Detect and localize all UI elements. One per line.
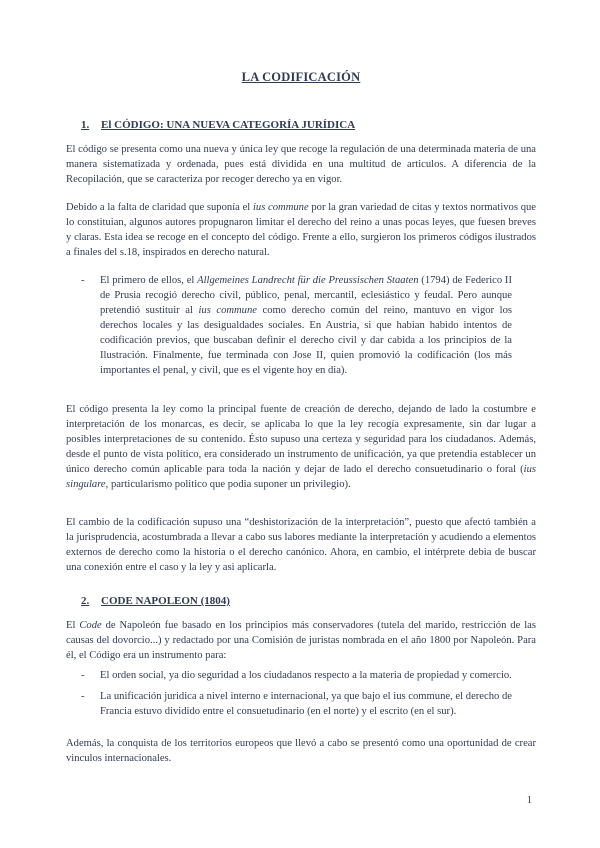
list-item: [66, 668, 536, 683]
list-item: [66, 273, 536, 378]
section-1-number: 1.: [81, 119, 90, 131]
paragraph: El Code de Napoleón fue basado en los principios más conservadores (tutela del marido, restricción de las causas del dovorcio...) y redactado por una Comisión de juristas nombrada en el año 1800 por Napoleón. Para él, el Código era un instrumento para:: [66, 620, 536, 661]
bullet-dash: -: [81, 691, 85, 702]
page-number: 1: [526, 795, 532, 806]
document-title: LA CODIFICACIÓN: [241, 70, 361, 84]
section-code-napoleon: [66, 594, 536, 766]
paragraph: El cambio de la codificación supuso una “deshistorización de la interpretación”, puesto que afectó también a la jurisprudencia, acostumbrada a llevar a cabo sus labores mediante la interpretación y acudiendo a elementos externos de derecho como la historia o el derecho canónico. Ahora, en cambio, el intérprete debia de buscar una conexión entre el caso y la ley y asi aplicarla.: [66, 517, 536, 573]
section-el-codigo: [66, 118, 536, 575]
paragraph: El código se presenta como una nueva y única ley que recoge la regulación de una determinada materia de una manera sistematizada y ordenada, pues está dividida en una multitud de articulos. A diferencia de la Recopilación, que se caracteriza por recoger derecho ya en vigor.: [66, 144, 536, 185]
list-item-text: El primero de ellos, el Allgemeines Landrecht für die Preussischen Staaten (1794) de Federico II de Prusia recogió derecho civil, público, penal, mercantil, eclesiástico y feudal. Pero aunque pretendió sustituir al ius commune como derecho común del reino, mantuvo en vigor los derechos locales y las desigualdades sociales. En Austria, si que habian habido intentos de codificación previos, que buscaban definir el derecho civil y dar cabida a los principios de la Ilustración. Finalmente, fue terminada con Jose II, quien promovió la codificación (los más importantes el penal, y civil, que es el vigente hoy en dia).: [100, 275, 512, 376]
section-1-title: El CÓDIGO: UNA NUEVA CATEGORÍA JURÍDICA: [101, 119, 356, 131]
section-2-heading: [66, 594, 536, 609]
paragraph: Debido a la falta de claridad que suponía el ius commune por la gran variedad de citas y textos normativos que lo constituian, algunos autores propugnaron limitar el derecho del reino a unas pocas leyes, que fuesen breves y claras. Esta idea se recoge en el concepto del código. Frente a ello, surgieron los primeros códigos ilustrados a finales del s.18, inspirados en derecho natural.: [66, 202, 537, 258]
list-item-text: La unificación juridica a nivel interno e internacional, ya que bajo el ius commune, el derecho de Francia estuvo dividido entre el consuetudinario (en el norte) y el escrito (en el sur).: [100, 691, 512, 717]
section-2-number: 2.: [81, 595, 90, 607]
paragraph: Además, la conquista de los territorios europeos que llevó a cabo se presentó como una oportunidad de crear vinculos internacionales.: [66, 738, 536, 764]
list-item-text: El orden social, ya dio seguridad a los ciudadanos respecto a la materia de propiedad y comercio.: [100, 670, 512, 681]
section-1-heading: [66, 118, 536, 133]
paragraph: El código presenta la ley como la principal fuente de creación de derecho, dejando de lado la costumbre e interpretación de los monarcas, es decir, se aplicaba lo que la ley recogía expresamente, sin dar lugar a posibles interpretaciones de su contenido. Ésto supuso una certeza y seguridad para los ciudadanos. Además, desde el punto de vista político, era considerado un instrumento de unificación, ya que pretendia establecer un único derecho común aplicable para toda la nación y dejar de lado el derecho consuetudinario o foral (ius singulare, particularismo politico que podia suponer un privilegio).: [66, 404, 536, 490]
section-2-title: CODE NAPOLEON (1804): [101, 595, 230, 607]
bullet-list: [66, 273, 536, 378]
list-item: [66, 689, 536, 719]
bullet-list: [66, 668, 536, 719]
bullet-dash: -: [81, 275, 85, 286]
bullet-dash: -: [81, 670, 85, 681]
